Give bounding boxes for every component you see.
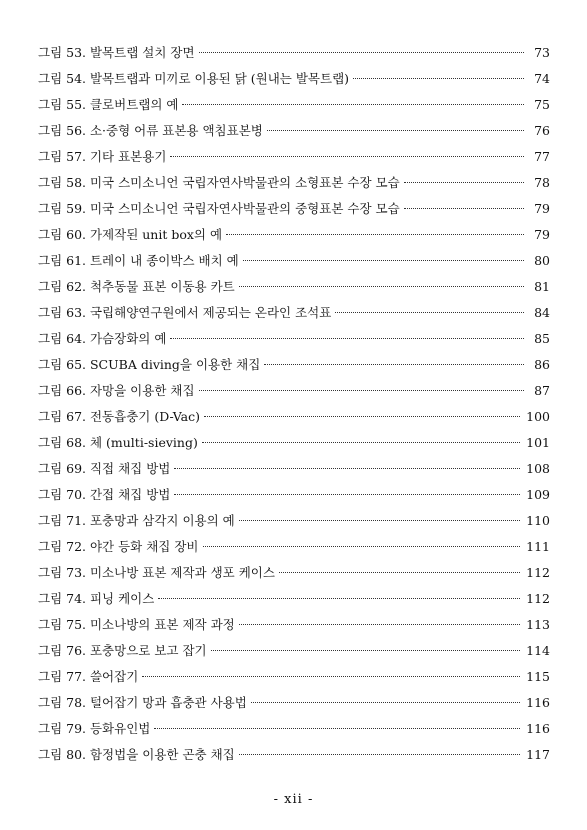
toc-entry-page: 116 (526, 695, 550, 710)
dot-leader (279, 572, 520, 573)
toc-entry-title: 그림 55. 클로버트랩의 예 (38, 97, 179, 112)
dot-leader (204, 416, 520, 417)
toc-entry-page: 80 (534, 253, 550, 268)
toc-entry-title: 그림 79. 등화유인법 (38, 721, 151, 736)
toc-entry-page: 100 (526, 409, 550, 424)
toc-entry[interactable] (38, 638, 550, 664)
toc-entry[interactable] (38, 378, 550, 404)
toc-entry[interactable] (38, 664, 550, 690)
dot-leader (239, 286, 524, 287)
toc-entry-title: 그림 60. 가제작된 unit box의 예 (38, 227, 223, 242)
dot-leader (154, 728, 520, 729)
toc-entry-title: 그림 62. 척추동물 표본 이동용 카트 (38, 279, 235, 294)
toc-entry-page: 109 (526, 487, 550, 502)
toc-entry-page: 78 (534, 175, 550, 190)
toc-entry-page: 86 (534, 357, 550, 372)
toc-entry[interactable] (38, 716, 550, 742)
dot-leader (239, 520, 520, 521)
toc-entry-title: 그림 56. 소·중형 어류 표본용 액침표본병 (38, 123, 263, 138)
toc-entry-title: 그림 68. 체 (multi-sieving) (38, 435, 198, 450)
dot-leader (158, 598, 520, 599)
toc-entry-page: 116 (526, 721, 550, 736)
dot-leader (239, 624, 520, 625)
dot-leader (335, 312, 524, 313)
toc-entry-page: 87 (534, 383, 550, 398)
toc-entry-title: 그림 54. 발목트랩과 미끼로 이용된 닭 (원내는 발목트랩) (38, 71, 350, 86)
toc-entry-title: 그림 63. 국립해양연구원에서 제공되는 온라인 조석표 (38, 305, 332, 320)
toc-entry[interactable] (38, 40, 550, 66)
toc-entry[interactable] (38, 92, 550, 118)
toc-entry-page: 110 (526, 513, 550, 528)
toc-entry[interactable] (38, 118, 550, 144)
toc-entry[interactable] (38, 534, 550, 560)
toc-entry-page: 76 (534, 123, 550, 138)
dot-leader (404, 182, 524, 183)
toc-entry[interactable] (38, 352, 550, 378)
toc-entry[interactable] (38, 170, 550, 196)
toc-entry[interactable] (38, 456, 550, 482)
dot-leader (267, 130, 524, 131)
toc-entry-page: 77 (534, 149, 550, 164)
toc-entry[interactable] (38, 248, 550, 274)
toc-entry[interactable] (38, 586, 550, 612)
toc-entry-page: 75 (534, 97, 550, 112)
toc-entry[interactable] (38, 66, 550, 92)
toc-entry-title: 그림 67. 전동흡충기 (D-Vac) (38, 409, 200, 424)
toc-entry-title: 그림 77. 쓸어잡기 (38, 669, 139, 684)
toc-entry[interactable] (38, 612, 550, 638)
toc-entry-title: 그림 72. 야간 등화 채집 장비 (38, 539, 199, 554)
toc-entry-title: 그림 53. 발목트랩 설치 장면 (38, 45, 195, 60)
dot-leader (211, 650, 521, 651)
toc-entry-page: 108 (526, 461, 550, 476)
toc-entry-page: 81 (534, 279, 550, 294)
page-number-footer: - xii - (273, 792, 314, 807)
toc-entry[interactable] (38, 404, 550, 430)
dot-leader (170, 156, 524, 157)
dot-leader (182, 104, 524, 105)
toc-entry-page: 84 (534, 305, 550, 320)
toc-entry[interactable] (38, 690, 550, 716)
toc-entry-title: 그림 64. 가슴장화의 예 (38, 331, 167, 346)
toc-entry[interactable] (38, 196, 550, 222)
dot-leader (142, 676, 520, 677)
toc-entry-title: 그림 78. 털어잡기 망과 흡충관 사용법 (38, 695, 247, 710)
toc-entry[interactable] (38, 144, 550, 170)
toc-entry-title: 그림 71. 포충망과 삼각지 이용의 예 (38, 513, 235, 528)
toc-entry-title: 그림 76. 포충망으로 보고 잡기 (38, 643, 207, 658)
toc-entry-page: 113 (526, 617, 550, 632)
toc-entry-title: 그림 75. 미소나방의 표본 제작 과정 (38, 617, 235, 632)
toc-entry-title: 그림 66. 자망을 이용한 채집 (38, 383, 195, 398)
dot-leader (243, 260, 524, 261)
toc-entry-page: 117 (526, 747, 550, 762)
toc-entry-page: 74 (534, 71, 550, 86)
toc-entry-page: 101 (526, 435, 550, 450)
toc-entry[interactable] (38, 482, 550, 508)
toc-entry-page: 112 (526, 591, 550, 606)
toc-entry[interactable] (38, 742, 550, 768)
toc-entry-title: 그림 70. 간접 채집 방법 (38, 487, 171, 502)
toc-entry-title: 그림 69. 직접 채집 방법 (38, 461, 171, 476)
toc-entry[interactable] (38, 430, 550, 456)
toc-entry-title: 그림 57. 기타 표본용기 (38, 149, 167, 164)
dot-leader (239, 754, 520, 755)
toc-entry-page: 111 (526, 539, 550, 554)
dot-leader (174, 494, 520, 495)
table-of-figures (38, 40, 550, 768)
dot-leader (353, 78, 524, 79)
dot-leader (170, 338, 524, 339)
toc-entry[interactable] (38, 300, 550, 326)
toc-entry-page: 85 (534, 331, 550, 346)
dot-leader (199, 52, 524, 53)
dot-leader (251, 702, 520, 703)
toc-entry-title: 그림 59. 미국 스미소니언 국립자연사박물관의 중형표본 수장 모습 (38, 201, 400, 216)
toc-entry-title: 그림 58. 미국 스미소니언 국립자연사박물관의 소형표본 수장 모습 (38, 175, 400, 190)
toc-entry-page: 73 (534, 45, 550, 60)
dot-leader (404, 208, 524, 209)
dot-leader (199, 390, 524, 391)
toc-entry-page: 114 (526, 643, 550, 658)
toc-entry-page: 79 (534, 201, 550, 216)
toc-entry-page: 115 (526, 669, 550, 684)
dot-leader (264, 364, 524, 365)
toc-entry[interactable] (38, 508, 550, 534)
toc-entry-page: 112 (526, 565, 550, 580)
toc-entry[interactable] (38, 326, 550, 352)
dot-leader (202, 442, 520, 443)
dot-leader (226, 234, 524, 235)
toc-entry[interactable] (38, 274, 550, 300)
dot-leader (203, 546, 521, 547)
toc-entry-title: 그림 74. 피닝 케이스 (38, 591, 155, 606)
toc-entry-title: 그림 80. 함정법을 이용한 곤충 채집 (38, 747, 235, 762)
toc-entry-title: 그림 65. SCUBA diving을 이용한 채집 (38, 357, 261, 372)
toc-entry-title: 그림 61. 트레이 내 종이박스 배치 예 (38, 253, 239, 268)
toc-entry-title: 그림 73. 미소나방 표본 제작과 생포 케이스 (38, 565, 275, 580)
toc-entry[interactable] (38, 222, 550, 248)
dot-leader (174, 468, 520, 469)
toc-entry[interactable] (38, 560, 550, 586)
toc-entry-page: 79 (534, 227, 550, 242)
